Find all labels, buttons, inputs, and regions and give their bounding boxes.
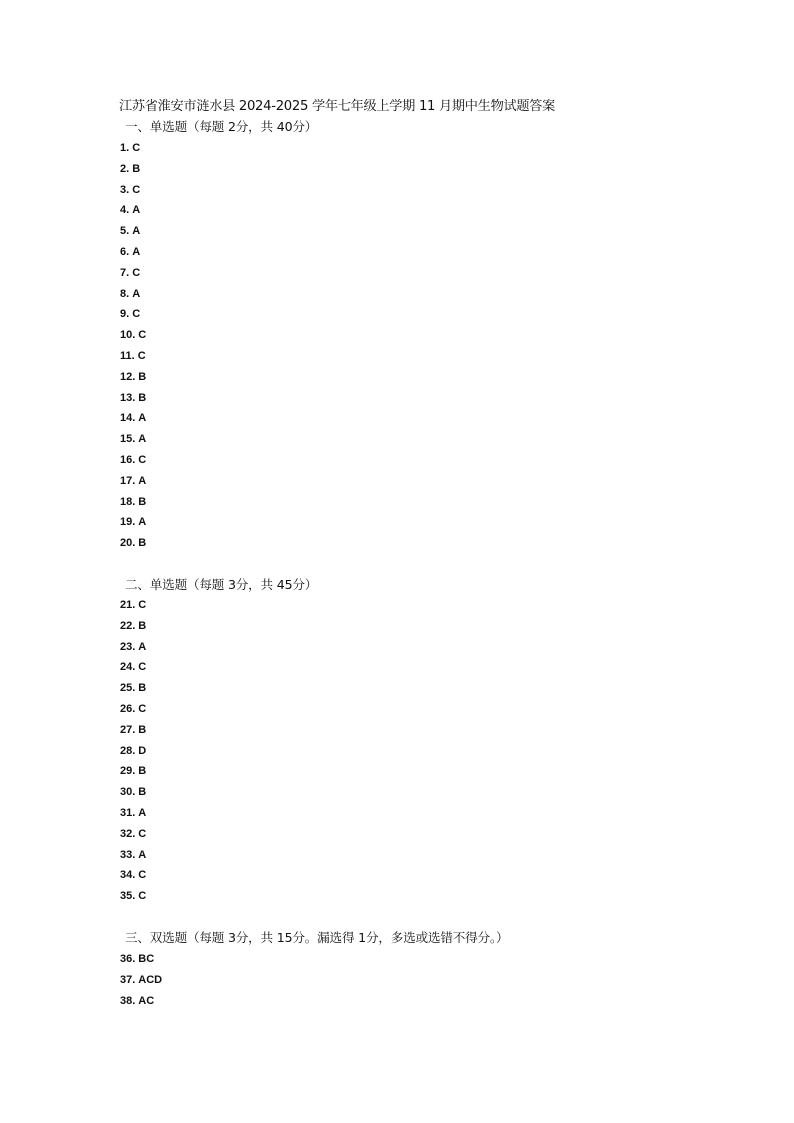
answer-item — [120, 284, 146, 305]
answer-item — [120, 657, 146, 678]
answer-choice: B — [138, 495, 147, 508]
answer-choice: C — [137, 349, 146, 362]
question-number: 1. — [120, 142, 130, 154]
answer-choice: A — [138, 412, 147, 425]
question-number: 4. — [120, 204, 130, 217]
answer-choice: A — [132, 245, 141, 258]
question-number: 37. — [120, 973, 136, 986]
answer-item — [120, 741, 146, 762]
answer-item — [120, 429, 146, 450]
answer-item — [120, 865, 146, 886]
answer-item — [120, 616, 146, 637]
question-number: 32. — [120, 827, 136, 840]
question-number: 19. — [120, 516, 136, 529]
answer-list — [120, 595, 146, 907]
answer-item — [120, 845, 146, 866]
question-number: 30. — [120, 786, 136, 799]
question-number: 26. — [120, 702, 136, 715]
answer-item — [120, 824, 146, 845]
question-number: 22. — [120, 619, 136, 632]
answer-choice: C — [138, 827, 147, 840]
answer-choice: A — [138, 640, 147, 653]
answer-choice: B — [138, 723, 147, 736]
answer-choice: C — [138, 702, 147, 715]
answer-item — [120, 242, 146, 263]
answer-item — [120, 991, 162, 1012]
answer-choice: A — [138, 433, 147, 446]
answer-item — [120, 138, 146, 159]
question-number: 8. — [120, 287, 130, 300]
answer-item — [120, 346, 146, 367]
answer-choice: C — [132, 308, 141, 321]
question-number: 21. — [120, 599, 136, 611]
answer-choice: C — [138, 599, 147, 611]
answer-choice: C — [138, 329, 147, 342]
question-number: 3. — [120, 183, 130, 196]
answer-item — [120, 388, 146, 409]
answer-item — [120, 949, 162, 970]
answer-item — [120, 699, 146, 720]
question-number: 33. — [120, 848, 136, 861]
question-number: 2. — [120, 162, 130, 175]
question-number: 6. — [120, 245, 130, 258]
answer-choice: AC — [138, 994, 155, 1007]
answer-choice: B — [138, 537, 147, 550]
answer-choice: A — [132, 225, 141, 238]
answer-choice: C — [138, 869, 147, 882]
answer-item — [120, 492, 146, 513]
answer-choice: C — [132, 142, 141, 154]
answer-item — [120, 263, 146, 284]
question-number: 18. — [120, 495, 136, 508]
answer-choice: A — [138, 516, 147, 529]
question-number: 11. — [120, 349, 135, 362]
question-number: 27. — [120, 723, 136, 736]
answer-item — [120, 512, 146, 533]
question-number: 25. — [120, 682, 136, 695]
question-number: 12. — [120, 370, 136, 383]
answer-choice: ACD — [138, 973, 163, 986]
answer-item — [120, 200, 146, 221]
question-number: 17. — [120, 474, 136, 487]
answer-item — [120, 803, 146, 824]
question-number: 28. — [120, 744, 136, 757]
document-title: 江苏省淮安市涟水县 2024-2025 学年七年级上学期 11 月期中生物试题答案 — [119, 99, 556, 114]
question-number: 36. — [120, 953, 136, 965]
answer-choice: C — [132, 266, 141, 279]
question-number: 15. — [120, 433, 136, 446]
answer-choice: B — [138, 619, 147, 632]
question-number: 38. — [120, 994, 136, 1007]
question-number: 29. — [120, 765, 136, 778]
question-number: 14. — [120, 412, 136, 425]
answer-item — [120, 533, 146, 554]
answer-choice: B — [138, 682, 147, 695]
question-number: 24. — [120, 661, 136, 674]
answer-choice: B — [138, 391, 147, 404]
question-number: 31. — [120, 806, 136, 819]
answer-item — [120, 637, 146, 658]
question-number: 5. — [120, 225, 130, 238]
answer-list — [120, 949, 162, 1011]
answer-item — [120, 595, 146, 616]
question-number: 7. — [120, 266, 130, 279]
question-number: 16. — [120, 453, 136, 466]
answer-choice: D — [138, 744, 147, 757]
question-number: 34. — [120, 869, 136, 882]
question-number: 9. — [120, 308, 130, 321]
answer-choice: BC — [138, 953, 155, 965]
answer-item — [120, 471, 146, 492]
question-number: 23. — [120, 640, 136, 653]
section-heading: 二、单选题（每题 3分，共 45分） — [125, 577, 318, 592]
answer-list — [120, 138, 146, 554]
answer-choice: A — [138, 848, 147, 861]
answer-choice: A — [132, 204, 141, 217]
answer-choice: B — [138, 370, 147, 383]
answer-choice: A — [132, 287, 141, 300]
question-number: 10. — [120, 329, 136, 342]
answer-item — [120, 159, 146, 180]
question-number: 13. — [120, 391, 136, 404]
answer-item — [120, 970, 162, 991]
answer-choice: A — [138, 806, 147, 819]
question-number: 20. — [120, 537, 136, 550]
answer-choice: C — [138, 890, 147, 903]
answer-item — [120, 678, 146, 699]
answer-choice: B — [132, 162, 141, 175]
answer-item — [120, 304, 146, 325]
answer-item — [120, 761, 146, 782]
answer-item — [120, 180, 146, 201]
answer-item — [120, 408, 146, 429]
answer-choice: A — [138, 474, 147, 487]
question-number: 35. — [120, 890, 136, 903]
answer-item — [120, 221, 146, 242]
answer-choice: C — [138, 453, 147, 466]
answer-item — [120, 450, 146, 471]
answer-choice: C — [132, 183, 141, 196]
answer-item — [120, 782, 146, 803]
answer-choice: B — [138, 765, 147, 778]
answer-choice: C — [138, 661, 147, 674]
answer-choice: B — [138, 786, 147, 799]
answer-item — [120, 325, 146, 346]
section-heading: 一、单选题（每题 2分，共 40分） — [125, 119, 318, 134]
answer-item — [120, 720, 146, 741]
answer-item — [120, 367, 146, 388]
answer-item — [120, 886, 146, 907]
section-heading: 三、双选题（每题 3分，共 15分。漏选得 1分，多选或选错不得分。） — [125, 930, 509, 945]
